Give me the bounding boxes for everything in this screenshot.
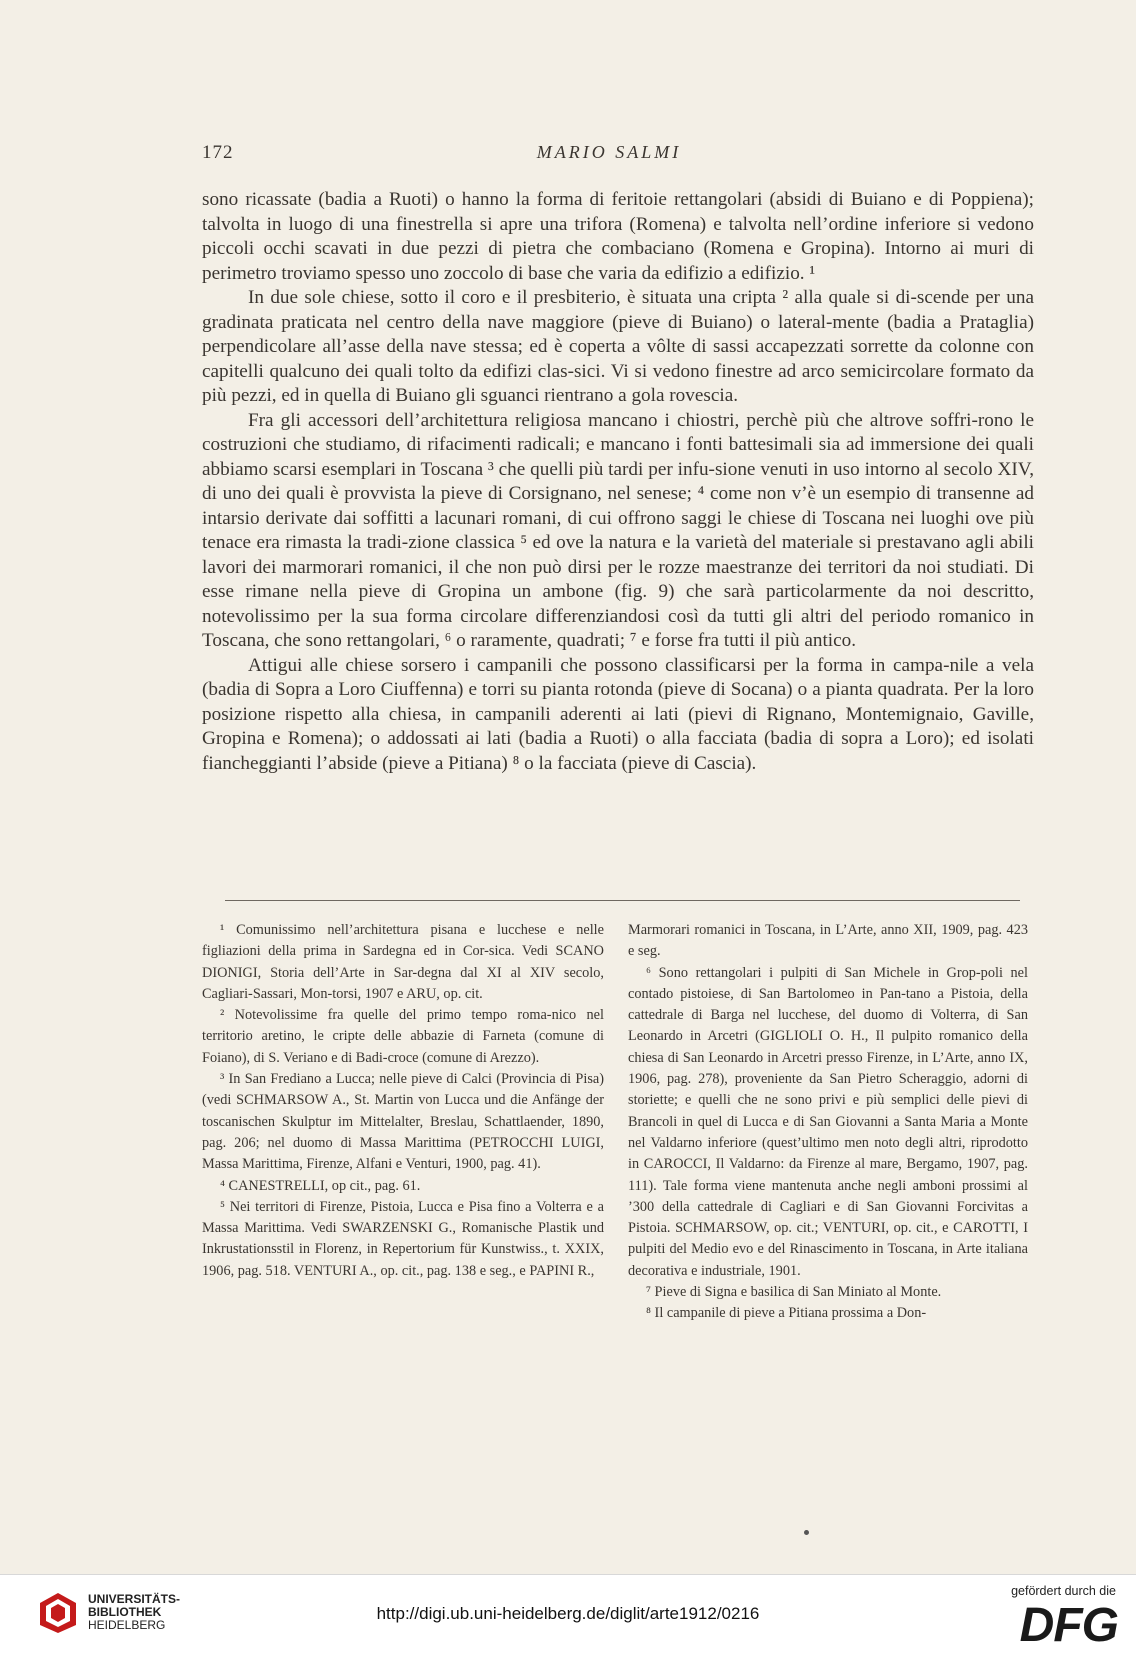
page-header [202,140,1016,170]
footnote-divider [225,900,1020,901]
library-name-line: UNIVERSITÄTS- [88,1592,181,1606]
footnote-continuation: Marmorari romanici in Toscana, in L’Arte, anno XII, 1909, pag. 423 e seg. [628,922,1028,960]
footnote: ¹ Comunissimo nell’architettura pisana e lucchese e nelle figliazioni della prima in Sardegna ed in Cor-sica. Vedi SCANO DIONIGI, Storia dell’Arte in Sar-degna dal XI al XIV secolo, Cagliari-Sassari, Mon-torsi, 1907 e ARU, op. cit. [202,922,604,1002]
footnote: ⁴ CANESTRELLI, op cit., pag. 61. [220,1177,421,1194]
paragraph: sono ricassate (badia a Ruoti) o hanno la forma di feritoie rettangolari (absidi di Buiano e di Poppiena); talvolta in luogo di una finestrella si apre una trifora (Romena) e talvolta nell’ordine inferiore si vedono piccoli occhi scavati in due pezzi di pietra che combaciano (Romena e Gropina). Intorno ai muri di perimetro troviamo spesso uno zoccolo di base che varia da edifizio a edifizio. ¹ [202,189,1034,284]
library-name-line: BIBLIOTHEK [88,1605,162,1619]
viewer-footer [0,1574,1136,1656]
crop-mark [804,1530,809,1535]
footnote: ⁶ Sono rettangolari i pulpiti di San Michele in Grop-poli nel contado pistoiese, di San Bartolomeo in Pan-tano a Pistoia, della cattedrale di Barga nel lucchese, del duomo di Volterra, di San Leonardo in Arcetri (GIGLIOLI O. H., Il pulpito romanico della chiesa di San Leonardo in Arcetri presso Firenze, in L’Arte, anno IX, 1906, pag. 278), proveniente da San Pietro Scheraggio, adorni di storiette; e quelli che ne sono privi e più semplici delle pievi di Brancoli in quel di Lucca e di San Giovanni a Santa Maria a Monte nel Valdarno inferiore (quest’ultimo men noto degli altri, riprodotto in CAROCCI, Il Valdarno: da Firenze al mare, Bergamo, 1907, pag. 111). Tale forma viene mantenuta anche negli amboni prossimi al ’300 della cattedrale di Cagliari e di San Giovanni Forcivitas a Pistoia. SCHMARSOW, op. cit.; VENTURI, op. cit., e CAROTTI, I pulpiti del Medio evo e del Rinascimento in Toscana, in Arte italiana decorativa e industriale, 1901. [628,964,1028,1279]
paragraph: Fra gli accessori dell’architettura religiosa mancano i chiostri, perchè più che altrove soffri-rono le costruzioni che studiamo, di rifacimenti radicali; e mancano i fonti battesimali sia ad immersione dei quali abbiamo scarsi esemplari in Toscana ³ che quelli più tardi per infu-sione venuti in uso intorno al secolo XIV, di uno dei quali è provvista la pieve di Corsignano, nel senese; ⁴ come non v’è un esempio di transenne ad intarsio derivate dai soffitti a lacunari romani, di cui offrono saggi le chiese di Toscana nei luoghi ove più tenace era rimasta la tradi-zione classica ⁵ ed ove la natura e la varietà del materiale si prestavano agli abili lavori dei marmorari romanici, il che non può dirsi per le rozze maestranze dei territori da noi studiati. Di esse rimane nella pieve di Gropina un ambone (fig. 9) che sarà particolarmente da noi descritto, notevolissimo per la sua forma circolare differenziandosi così da tutti gli altri del periodo romanico in Toscana, che sono rettangolari, ⁶ o raramente, quadrati; ⁷ e forse fra tutti il più antico. [202,409,1034,651]
running-head: MARIO SALMI [536,142,682,162]
footnote: ³ In San Frediano a Lucca; nelle pieve di Calci (Provincia di Pisa) (vedi SCHMARSOW A., St. Martin von Lucca und die Anfänge der toscanischen Skulptur im Mittelalter, Breslau, Schattlaender, 1890, pag. 206; nel duomo di Massa Marittima (PETROCCHI LUIGI, Massa Marittima, Firenze, Alfani e Venturi, 1900, pag. 41). [202,1071,604,1173]
footnotes-right-column [628,920,1028,1325]
footnote: ² Notevolissime fra quelle del primo tempo roma-nico nel territorio aretino, le cripte delle abbazie di Farneta (comune di Foiano), di S. Veriano e di Badi-croce (comune di Arezzo). [202,1007,604,1066]
paragraph: Attigui alle chiese sorsero i campanili che possono classificarsi per la forma in campa-nile a vela (badia di Sopra a Loro Ciuffenna) e torri su pianta rotonda (pieve di Socana) o a pianta quadrata. Per la loro posizione rispetto alla chiesa, in campanili aderenti ai lati (pievi di Rignano, Montemignaio, Gaville, Gropina e Romena); o addossati ai lati (badia a Ruoti) o alla facciata (badia di sopra a Loro); ed isolati fiancheggianti l’abside (pieve a Pitiana) ⁸ o la facciata (pieve di Cascia). [202,654,1034,774]
funding-label: gefördert durch die [1011,1584,1116,1598]
footnote: ⁷ Pieve di Signa e basilica di San Miniato al Monte. [646,1284,942,1301]
page-number: 172 [202,142,234,163]
paragraph: In due sole chiese, sotto il coro e il presbiterio, è situata una cripta ² alla quale si di-scende per una gradinata praticata nel centro della nave maggiore (pieve di Buiano) o lateral-mente (badia a Prataglia) perpendicolare all’asse della nave stessa; ed è coperta a vôlte di sassi accapezzati sorrette da colonne con capitelli qualcuno dei quali tolto da edifizi clas-sici. Vi si vedono finestre ad arco semicircolare formato da più pezzi, ed in quella di Buiano gli sguanci rientrano a gola rovescia. [202,287,1034,406]
main-text [202,188,1034,776]
footnotes-left-column [202,920,604,1282]
footnote: ⁵ Nei territori di Firenze, Pistoia, Lucca e Pisa fino a Volterra e a Massa Marittima. Vedi SWARZENSKI G., Romanische Plastik und Inkrustationsstil in Florenz, in Repertorium für Kunstwiss., t. XXIX, 1906, pag. 518. VENTURI A., op. cit., pag. 138 e seg., e PAPINI R., [202,1198,604,1279]
footnote: ⁸ Il campanile di pieve a Pitiana prossima a Don- [646,1305,927,1322]
dfg-logo: DFG [1019,1599,1118,1652]
library-name-line: HEIDELBERG [88,1618,166,1632]
permalink-url[interactable]: http://digi.ub.uni-heidelberg.de/diglit/arte1912/0216 [376,1604,760,1623]
